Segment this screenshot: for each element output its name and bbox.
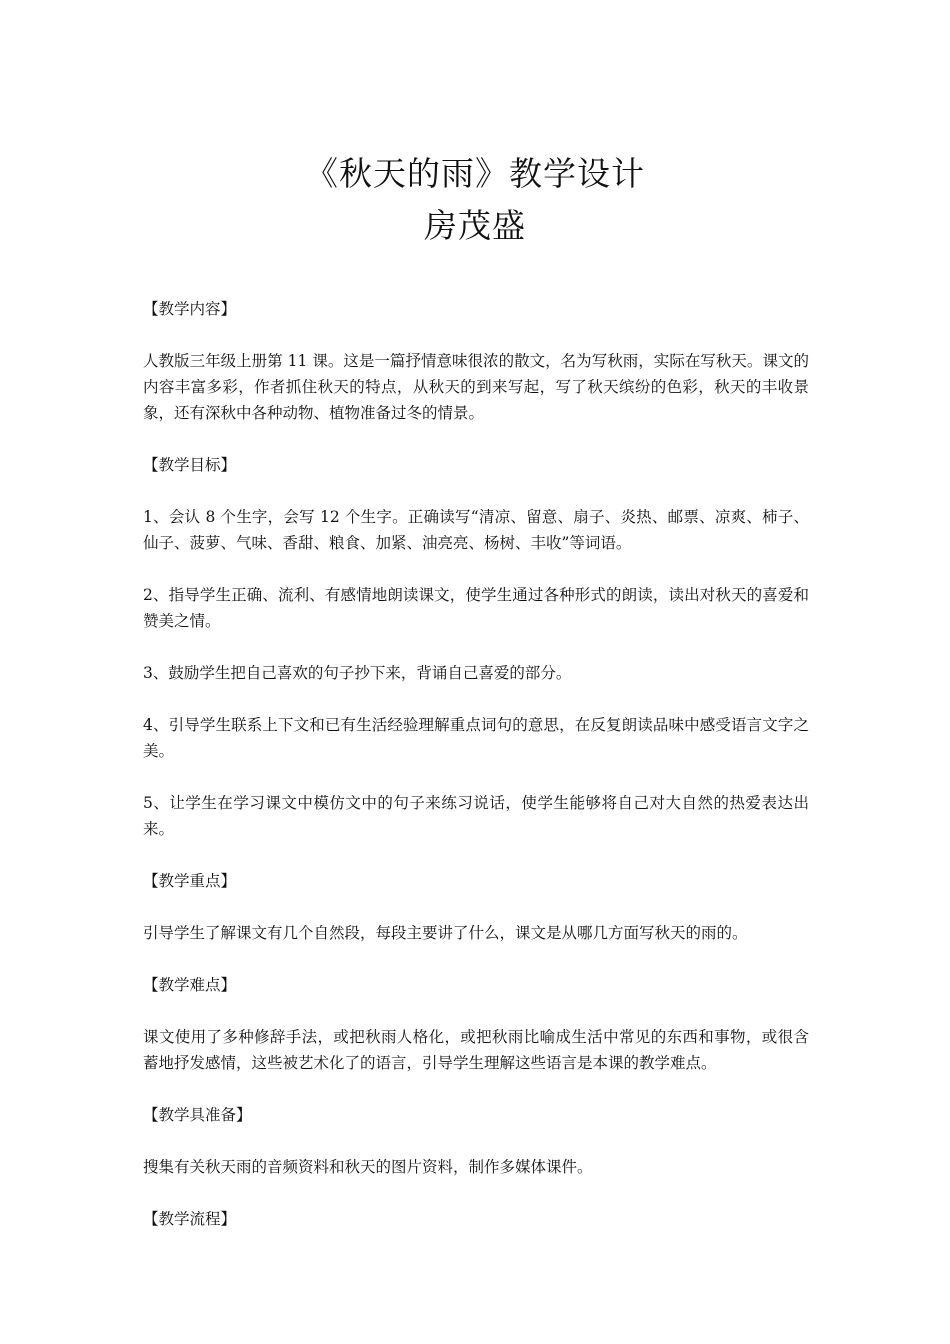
content-paragraph: 人教版三年级上册第 11 课。这是一篇抒情意味很浓的散文，名为写秋雨，实际在写秋天。课文的内容丰富多彩，作者抓住秋天的特点，从秋天的到来写起，写了秋天缤纷的色彩，秋天的丰收景象，还有深秋中各种动物、植物准备过冬的情景。 <box>143 352 809 422</box>
title-block <box>0 148 950 252</box>
section-heading-key-points: 【教学重点】 <box>143 872 237 890</box>
document-title: 《秋天的雨》教学设计 <box>305 154 645 193</box>
goal-item-4: 4、引导学生联系上下文和已有生活经验理解重点词句的意思，在反复朗读品味中感受语言文字之美。 <box>143 716 809 760</box>
goal-item-3: 3、鼓励学生把自己喜欢的句子抄下来，背诵自己喜爱的部分。 <box>143 664 572 682</box>
section-heading-difficulties: 【教学难点】 <box>143 976 237 994</box>
section-heading-process: 【教学流程】 <box>143 1210 237 1228</box>
difficulties-paragraph: 课文使用了多种修辞手法，或把秋雨人格化，或把秋雨比喻成生活中常见的东西和事物，或很含蓄地抒发感情，这些被艺术化了的语言，引导学生理解这些语言是本课的教学难点。 <box>143 1028 809 1072</box>
document-body <box>143 296 809 1258</box>
document-author: 房茂盛 <box>424 206 526 245</box>
goal-item-1: 1、会认 8 个生字，会写 12 个生字。正确读写“清凉、留意、扇子、炎热、邮票、凉爽、柿子、仙子、菠萝、气味、香甜、粮食、加紧、油亮亮、杨树、丰收”等词语。 <box>143 508 809 552</box>
key-points-paragraph: 引导学生了解课文有几个自然段，每段主要讲了什么，课文是从哪几方面写秋天的雨的。 <box>143 924 748 942</box>
section-heading-content: 【教学内容】 <box>143 300 237 318</box>
goal-item-2: 2、指导学生正确、流利、有感情地朗读课文，使学生通过各种形式的朗读，读出对秋天的喜爱和赞美之情。 <box>143 586 809 630</box>
goal-item-5: 5、让学生在学习课文中模仿文中的句子来练习说话，使学生能够将自己对大自然的热爱表达出来。 <box>143 794 809 838</box>
section-heading-preparation: 【教学具准备】 <box>143 1106 252 1124</box>
section-heading-goals: 【教学目标】 <box>143 456 237 474</box>
preparation-paragraph: 搜集有关秋天雨的音频资料和秋天的图片资料，制作多媒体课件。 <box>143 1158 593 1176</box>
